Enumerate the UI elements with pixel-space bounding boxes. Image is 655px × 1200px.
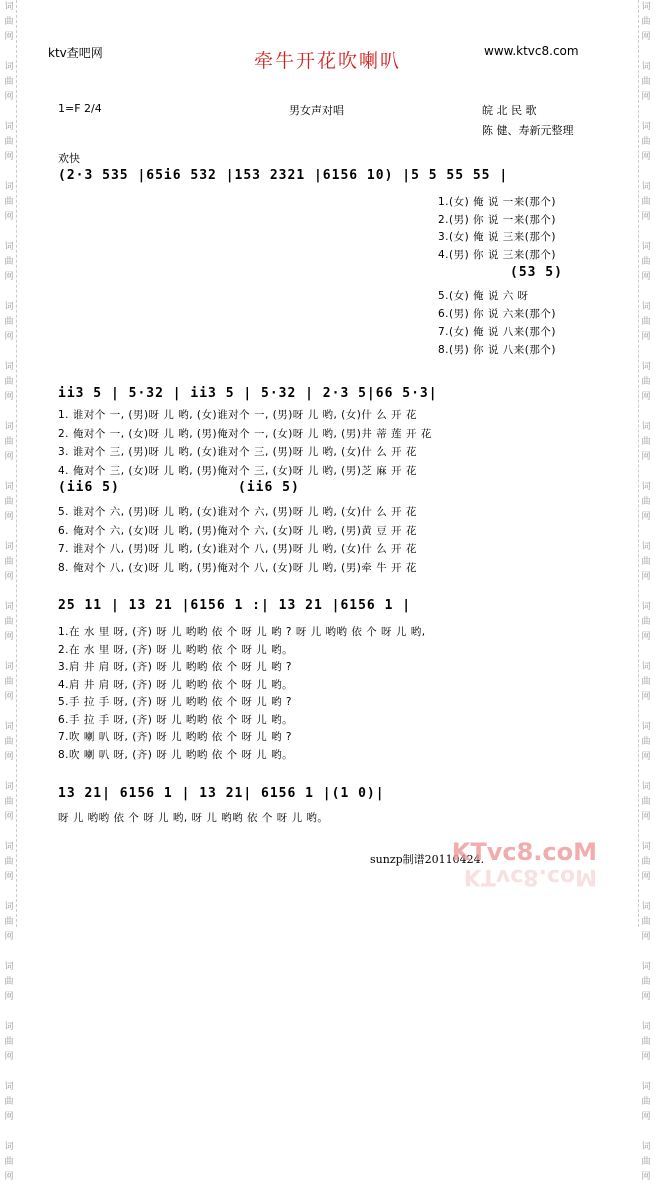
watermark-reflection: KTvc8.coM xyxy=(463,864,597,889)
section4-lyric: 呀 儿 哟哟 依 个 呀 儿 哟, 呀 儿 哟哟 依 个 呀 儿 哟。 xyxy=(58,812,329,824)
edge-glyph: 网 xyxy=(4,632,14,642)
edge-glyph: 词 xyxy=(4,902,14,912)
edge-glyph: 曲 xyxy=(4,677,14,687)
edge-gap xyxy=(639,585,653,600)
edge-gap xyxy=(2,345,16,360)
edge-glyph: 曲 xyxy=(4,797,14,807)
edge-glyph: 曲 xyxy=(4,857,14,867)
section2-lyrics xyxy=(58,406,432,480)
edge-gap xyxy=(2,225,16,240)
edge-gap xyxy=(639,945,653,960)
edge-gap xyxy=(2,525,16,540)
edge-gap xyxy=(639,1065,653,1080)
edge-gap xyxy=(2,1185,16,1200)
section2-notes: ii3 5 | 5·32 | ii3 5 | 5·32 | 2·3 5|66 5·3| xyxy=(58,386,438,401)
edge-glyph: 网 xyxy=(4,752,14,762)
lyric-line: 2.在 水 里 呀, (齐) 呀 儿 哟哟 依 个 呀 儿 哟。 xyxy=(58,643,294,656)
credit-line: sunzp制谱20110424. xyxy=(370,853,485,866)
right-edge-strip xyxy=(638,0,653,1182)
watermark-logo: KTvc8.coM xyxy=(451,838,597,866)
edge-glyph: 曲 xyxy=(641,917,651,927)
edge-gap xyxy=(2,1005,16,1020)
edge-glyph: 网 xyxy=(4,392,14,402)
lyric-line: 8.(男) 你 说 八来(那个) xyxy=(438,344,556,356)
lyric-line: 5.手 拉 手 呀, (齐) 呀 儿 哟哟 依 个 呀 儿 哟 ? xyxy=(58,696,293,708)
edge-glyph: 曲 xyxy=(641,1097,651,1107)
edge-glyph: 网 xyxy=(641,332,651,342)
section2-lyrics2 xyxy=(58,503,417,577)
edge-glyph: 网 xyxy=(4,452,14,462)
edge-glyph: 网 xyxy=(4,32,14,42)
edge-glyph: 曲 xyxy=(641,137,651,147)
edge-glyph: 曲 xyxy=(641,617,651,627)
edge-glyph: 网 xyxy=(4,572,14,582)
edge-glyph: 网 xyxy=(641,752,651,762)
edge-glyph: 词 xyxy=(4,782,14,792)
lyric-line: 7.(女) 俺 说 八来(那个) xyxy=(438,326,556,338)
edge-gap xyxy=(639,225,653,240)
edge-glyph: 曲 xyxy=(641,377,651,387)
arrangers-label: 陈 健、寿新元整理 xyxy=(482,124,574,137)
edge-glyph: 曲 xyxy=(641,1037,651,1047)
edge-glyph: 曲 xyxy=(4,1037,14,1047)
lyric-line: 1.(女) 俺 说 一来(那个) xyxy=(438,196,556,208)
lyric-line: 6.手 拉 手 呀, (齐) 呀 儿 哟哟 依 个 呀 儿 哟。 xyxy=(58,713,294,726)
edge-glyph: 曲 xyxy=(4,437,14,447)
edge-glyph: 网 xyxy=(4,812,14,822)
edge-glyph: 词 xyxy=(4,302,14,312)
edge-glyph: 词 xyxy=(4,722,14,732)
edge-glyph: 曲 xyxy=(4,497,14,507)
edge-glyph: 词 xyxy=(4,2,14,12)
edge-glyph: 网 xyxy=(641,1112,651,1122)
edge-glyph: 网 xyxy=(641,392,651,402)
edge-gap xyxy=(639,465,653,480)
origin-label: 皖 北 民 歌 xyxy=(482,104,537,117)
edge-glyph: 词 xyxy=(4,962,14,972)
edge-glyph: 曲 xyxy=(641,497,651,507)
edge-gap xyxy=(639,1125,653,1140)
lyric-line: 1. 谁对个 一, (男)呀 儿 哟, (女)谁对个 一, (男)呀 儿 哟, (女)什 么 开 花 xyxy=(58,409,417,421)
lyric-line: 2. 俺对个 一, (女)呀 儿 哟, (男)俺对个 一, (女)呀 儿 哟, (男)井 蒂 莲 开 花 xyxy=(58,427,432,440)
edge-glyph: 网 xyxy=(4,332,14,342)
lyric-line: 5.(女) 俺 说 六 呀 xyxy=(438,290,529,302)
edge-glyph: 词 xyxy=(641,962,651,972)
lyric-line: 4. 俺对个 三, (女)呀 儿 哟, (男)俺对个 三, (女)呀 儿 哟, (男)芝 麻 开 花 xyxy=(58,464,417,477)
edge-glyph: 网 xyxy=(641,932,651,942)
edge-glyph: 网 xyxy=(641,872,651,882)
edge-glyph: 网 xyxy=(641,32,651,42)
lyric-line: 7.吹 喇 叭 呀, (齐) 呀 儿 哟哟 依 个 呀 儿 哟 ? xyxy=(58,731,293,743)
edge-gap xyxy=(639,1185,653,1200)
edge-gap xyxy=(2,645,16,660)
key-signature: 1=F 2/4 xyxy=(58,102,102,115)
lyric-line: 8.吹 喇 叭 呀, (齐) 呀 儿 哟哟 依 个 呀 儿 哟。 xyxy=(58,748,294,761)
section1-notes: (2·3 535 |65i6 532 |153 2321 |6156 10) |5 5 55 55 | xyxy=(58,168,509,183)
edge-glyph: 词 xyxy=(4,242,14,252)
edge-glyph: 网 xyxy=(641,1172,651,1182)
edge-glyph: 词 xyxy=(641,782,651,792)
edge-glyph: 网 xyxy=(4,1172,14,1182)
edge-glyph: 曲 xyxy=(641,257,651,267)
lyric-line: 1.在 水 里 呀, (齐) 呀 儿 哟哟 依 个 呀 儿 哟 ? 呀 儿 哟哟 依 个 呀 儿 哟, xyxy=(58,626,426,638)
edge-glyph: 词 xyxy=(641,422,651,432)
section3-notes: 25 11 | 13 21 |6156 1 :| 13 21 |6156 1 | xyxy=(58,598,412,613)
edge-glyph: 曲 xyxy=(641,317,651,327)
edge-gap xyxy=(2,105,16,120)
edge-gap xyxy=(639,105,653,120)
section1-alt-notes: (53 5) xyxy=(510,265,563,280)
edge-glyph: 词 xyxy=(641,182,651,192)
edge-gap xyxy=(639,1005,653,1020)
edge-glyph: 曲 xyxy=(4,1097,14,1107)
edge-gap xyxy=(639,525,653,540)
edge-glyph: 词 xyxy=(641,1082,651,1092)
edge-glyph: 词 xyxy=(641,842,651,852)
section1-lyrics2 xyxy=(438,287,556,359)
edge-glyph: 曲 xyxy=(641,77,651,87)
edge-glyph: 曲 xyxy=(641,677,651,687)
edge-glyph: 曲 xyxy=(641,857,651,867)
edge-glyph: 网 xyxy=(4,872,14,882)
tempo-label: 欢快 xyxy=(58,152,80,165)
edge-glyph: 词 xyxy=(4,602,14,612)
edge-glyph: 网 xyxy=(641,452,651,462)
edge-gap xyxy=(2,705,16,720)
edge-glyph: 词 xyxy=(641,1142,651,1152)
edge-glyph: 曲 xyxy=(4,137,14,147)
lyric-line: 3.(女) 俺 说 三来(那个) xyxy=(438,231,556,243)
edge-glyph: 网 xyxy=(4,152,14,162)
edge-glyph: 网 xyxy=(641,272,651,282)
edge-glyph: 词 xyxy=(4,122,14,132)
edge-glyph: 词 xyxy=(641,662,651,672)
edge-glyph: 曲 xyxy=(641,1157,651,1167)
edge-glyph: 网 xyxy=(641,1052,651,1062)
edge-gap xyxy=(639,285,653,300)
lyric-line: 4.(男) 你 说 三来(那个) xyxy=(438,248,556,261)
edge-glyph: 网 xyxy=(641,812,651,822)
edge-gap xyxy=(639,165,653,180)
edge-glyph: 网 xyxy=(641,572,651,582)
edge-glyph: 网 xyxy=(4,272,14,282)
edge-glyph: 网 xyxy=(4,212,14,222)
edge-glyph: 词 xyxy=(641,122,651,132)
edge-glyph: 网 xyxy=(641,992,651,1002)
edge-glyph: 网 xyxy=(641,512,651,522)
edge-glyph: 网 xyxy=(641,212,651,222)
edge-glyph: 网 xyxy=(4,932,14,942)
edge-glyph: 词 xyxy=(641,302,651,312)
section4-notes: 13 21| 6156 1 | 13 21| 6156 1 |(1 0)| xyxy=(58,786,385,801)
edge-glyph: 网 xyxy=(641,692,651,702)
section1-lyrics xyxy=(438,194,556,264)
edge-glyph: 曲 xyxy=(4,197,14,207)
edge-glyph: 曲 xyxy=(4,737,14,747)
edge-glyph: 网 xyxy=(641,92,651,102)
edge-glyph: 词 xyxy=(4,662,14,672)
lyric-line: 3.肩 井 肩 呀, (齐) 呀 儿 哟哟 依 个 呀 儿 哟 ? xyxy=(58,661,293,673)
edge-gap xyxy=(2,945,16,960)
lyric-line: 2.(男) 你 说 一来(那个) xyxy=(438,213,556,226)
edge-glyph: 网 xyxy=(641,632,651,642)
edge-gap xyxy=(2,285,16,300)
edge-glyph: 曲 xyxy=(4,617,14,627)
section2-alt-notes-b: (ii6 5) xyxy=(238,480,300,495)
edge-glyph: 曲 xyxy=(4,17,14,27)
edge-gap xyxy=(639,345,653,360)
edge-gap xyxy=(639,645,653,660)
edge-glyph: 曲 xyxy=(4,77,14,87)
edge-glyph: 网 xyxy=(4,1112,14,1122)
edge-glyph: 词 xyxy=(641,482,651,492)
edge-glyph: 曲 xyxy=(4,977,14,987)
edge-glyph: 曲 xyxy=(4,917,14,927)
page-title: 牵牛开花吹喇叭 xyxy=(253,50,401,72)
edge-glyph: 曲 xyxy=(4,377,14,387)
performance-note: 男女声对唱 xyxy=(289,104,344,117)
edge-gap xyxy=(2,885,16,900)
edge-glyph: 词 xyxy=(641,722,651,732)
edge-glyph: 曲 xyxy=(641,557,651,567)
edge-glyph: 词 xyxy=(641,62,651,72)
section3-lyrics xyxy=(58,624,426,764)
edge-glyph: 词 xyxy=(4,362,14,372)
lyric-line: 6. 俺对个 六, (女)呀 儿 哟, (男)俺对个 六, (女)呀 儿 哟, (男)黄 豆 开 花 xyxy=(58,524,417,537)
edge-gap xyxy=(2,825,16,840)
edge-glyph: 词 xyxy=(4,1022,14,1032)
edge-glyph: 曲 xyxy=(641,437,651,447)
edge-glyph: 曲 xyxy=(641,977,651,987)
lyric-line: 7. 谁对个 八, (男)呀 儿 哟, (女)谁对个 八, (男)呀 儿 哟, (女)什 么 开 花 xyxy=(58,543,417,555)
edge-glyph: 网 xyxy=(4,692,14,702)
edge-gap xyxy=(639,765,653,780)
edge-glyph: 词 xyxy=(641,602,651,612)
edge-glyph: 词 xyxy=(641,362,651,372)
edge-glyph: 词 xyxy=(4,1142,14,1152)
edge-glyph: 网 xyxy=(641,152,651,162)
lyric-line: 5. 谁对个 六, (男)呀 儿 哟, (女)谁对个 六, (男)呀 儿 哟, (女)什 么 开 花 xyxy=(58,506,417,518)
edge-glyph: 曲 xyxy=(4,557,14,567)
edge-gap xyxy=(2,405,16,420)
lyric-line: 8. 俺对个 八, (女)呀 儿 哟, (男)俺对个 八, (女)呀 儿 哟, (男)牵 牛 开 花 xyxy=(58,561,417,574)
edge-glyph: 曲 xyxy=(4,317,14,327)
edge-glyph: 词 xyxy=(641,242,651,252)
edge-glyph: 词 xyxy=(4,62,14,72)
edge-gap xyxy=(639,825,653,840)
section2-alt-notes-a: (ii6 5) xyxy=(58,480,120,495)
edge-glyph: 词 xyxy=(641,2,651,12)
edge-glyph: 网 xyxy=(4,992,14,1002)
edge-glyph: 词 xyxy=(641,1022,651,1032)
left-edge-strip xyxy=(2,0,17,1182)
edge-gap xyxy=(2,585,16,600)
edge-glyph: 词 xyxy=(641,902,651,912)
edge-glyph: 曲 xyxy=(641,797,651,807)
edge-gap xyxy=(2,1065,16,1080)
edge-glyph: 网 xyxy=(4,1052,14,1062)
lyric-line: 4.肩 井 肩 呀, (齐) 呀 儿 哟哟 依 个 呀 儿 哟。 xyxy=(58,678,294,691)
edge-glyph: 词 xyxy=(4,422,14,432)
edge-gap xyxy=(639,705,653,720)
edge-glyph: 词 xyxy=(4,1082,14,1092)
edge-gap xyxy=(2,165,16,180)
edge-glyph: 词 xyxy=(4,542,14,552)
edge-glyph: 曲 xyxy=(4,257,14,267)
edge-glyph: 曲 xyxy=(641,17,651,27)
edge-gap xyxy=(2,1125,16,1140)
site-url: www.ktvc8.com xyxy=(484,44,579,58)
lyric-line: 3. 谁对个 三, (男)呀 儿 哟, (女)谁对个 三, (男)呀 儿 哟, (女)什 么 开 花 xyxy=(58,446,417,458)
edge-gap xyxy=(2,465,16,480)
edge-glyph: 词 xyxy=(4,182,14,192)
edge-glyph: 词 xyxy=(4,482,14,492)
edge-glyph: 曲 xyxy=(641,197,651,207)
edge-glyph: 网 xyxy=(4,92,14,102)
edge-gap xyxy=(2,765,16,780)
edge-glyph: 曲 xyxy=(4,1157,14,1167)
edge-gap xyxy=(639,885,653,900)
edge-glyph: 网 xyxy=(4,512,14,522)
edge-glyph: 词 xyxy=(4,842,14,852)
edge-glyph: 曲 xyxy=(641,737,651,747)
edge-glyph: 词 xyxy=(641,542,651,552)
site-name-left: ktv查吧网 xyxy=(48,46,103,60)
lyric-line: 6.(男) 你 说 六来(那个) xyxy=(438,308,556,320)
edge-gap xyxy=(639,405,653,420)
